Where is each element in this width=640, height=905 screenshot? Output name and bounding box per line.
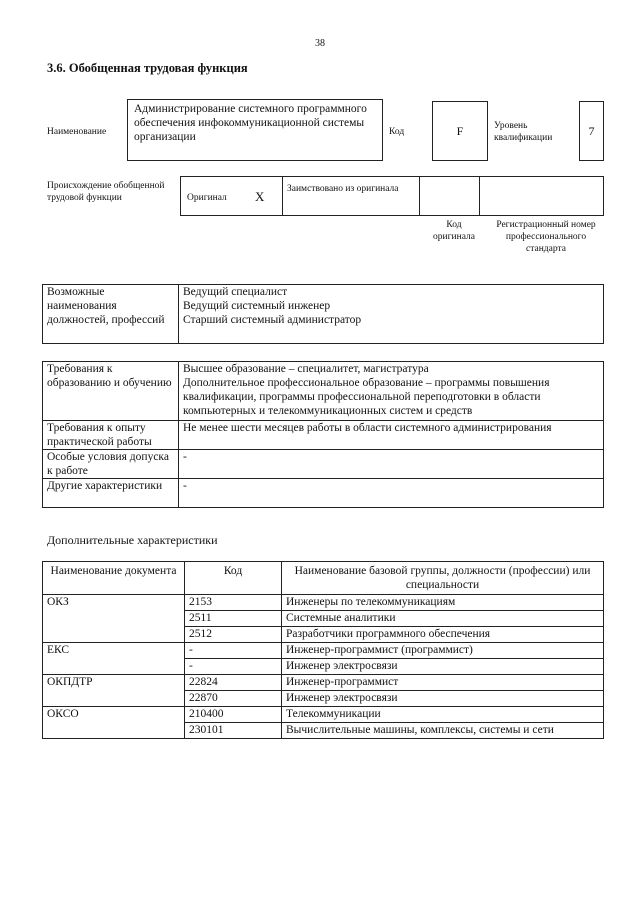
req-value: - [179, 479, 604, 508]
divider [419, 177, 420, 215]
section-title: 3.6. Обобщенная трудовая функция [47, 61, 248, 75]
code-value: F [456, 124, 464, 138]
original-mark: X [255, 189, 265, 204]
code-cell: 2153 [185, 595, 282, 611]
req-label: Требования к образованию и обучению [43, 362, 179, 421]
req-label: Другие характеристики [43, 479, 179, 508]
extra-table [42, 561, 604, 739]
function-name-box [127, 99, 383, 161]
table-row [43, 643, 604, 659]
name-cell: Вычислительные машины, комплексы, системы и сети [282, 723, 604, 739]
doc-cell: ЕКС [43, 643, 185, 675]
name-cell: Инженер-программист [282, 675, 604, 691]
req-value: Не менее шести месяцев работы в области системного администрирования [179, 421, 604, 450]
code-cell: 210400 [185, 707, 282, 723]
divider [282, 177, 283, 215]
code-original-caption: Код оригинала [433, 220, 475, 242]
original-label: Оригинал [187, 193, 227, 203]
level-label: Уровень квалификации [494, 121, 553, 143]
code-cell: 230101 [185, 723, 282, 739]
name-cell: Инженеры по телекоммуникациям [282, 595, 604, 611]
borrowed-label: Заимствовано из оригинала [287, 184, 399, 194]
function-name: Администрирование системного программного обеспечения инфокоммуникационной системы организации [134, 103, 367, 143]
divider [479, 177, 480, 215]
name-cell: Инженер электросвязи [282, 659, 604, 675]
doc-cell: ОКСО [43, 707, 185, 739]
code-cell: 22824 [185, 675, 282, 691]
req-line: Дополнительное профессиональное образование – программы повышения квалификации, программы профессиональной переподготовки в области компьютерных и телекоммуникационных систем и средств [183, 377, 550, 417]
positions-table [42, 284, 604, 344]
name-cell: Разработчики программного обеспечения [282, 627, 604, 643]
col-header-code: Код [185, 562, 282, 595]
origin-box [180, 176, 604, 216]
name-cell: Инженер-программист (программист) [282, 643, 604, 659]
code-cell: 2511 [185, 611, 282, 627]
code-label: Код [389, 127, 405, 137]
extra-title: Дополнительные характеристики [47, 533, 218, 547]
table-row [43, 675, 604, 691]
positions-label: Возможные наименования должностей, профессий [43, 285, 179, 344]
name-cell: Системные аналитики [282, 611, 604, 627]
code-cell: 22870 [185, 691, 282, 707]
table-row [43, 595, 604, 611]
code-box [432, 101, 488, 161]
name-cell: Телекоммуникации [282, 707, 604, 723]
page-number: 38 [315, 38, 325, 49]
doc-cell: ОКПДТР [43, 675, 185, 707]
code-cell: - [185, 659, 282, 675]
positions-list [179, 285, 604, 344]
req-value [179, 362, 604, 421]
level-value: 7 [588, 124, 595, 138]
req-label: Особые условия допуска к работе [43, 450, 179, 479]
code-cell: 2512 [185, 627, 282, 643]
code-cell: - [185, 643, 282, 659]
requirements-table [42, 361, 604, 508]
col-header-doc: Наименование документа [43, 562, 185, 595]
doc-cell: ОКЗ [43, 595, 185, 643]
col-header-name: Наименование базовой группы, должности (профессии) или специальности [282, 562, 604, 595]
req-line: Высшее образование – специалитет, магистратура [183, 363, 429, 375]
position-item: Ведущий системный инженер [183, 300, 331, 312]
position-item: Старший системный администратор [183, 314, 362, 326]
req-value: - [179, 450, 604, 479]
name-cell: Инженер электросвязи [282, 691, 604, 707]
origin-label: Происхождение обобщенной трудовой функции [47, 181, 165, 203]
level-box [579, 101, 604, 161]
name-label: Наименование [47, 127, 107, 137]
reg-number-caption: Регистрационный номер профессионального стандарта [496, 220, 596, 254]
req-label: Требования к опыту практической работы [43, 421, 179, 450]
position-item: Ведущий специалист [183, 286, 288, 298]
table-row [43, 707, 604, 723]
